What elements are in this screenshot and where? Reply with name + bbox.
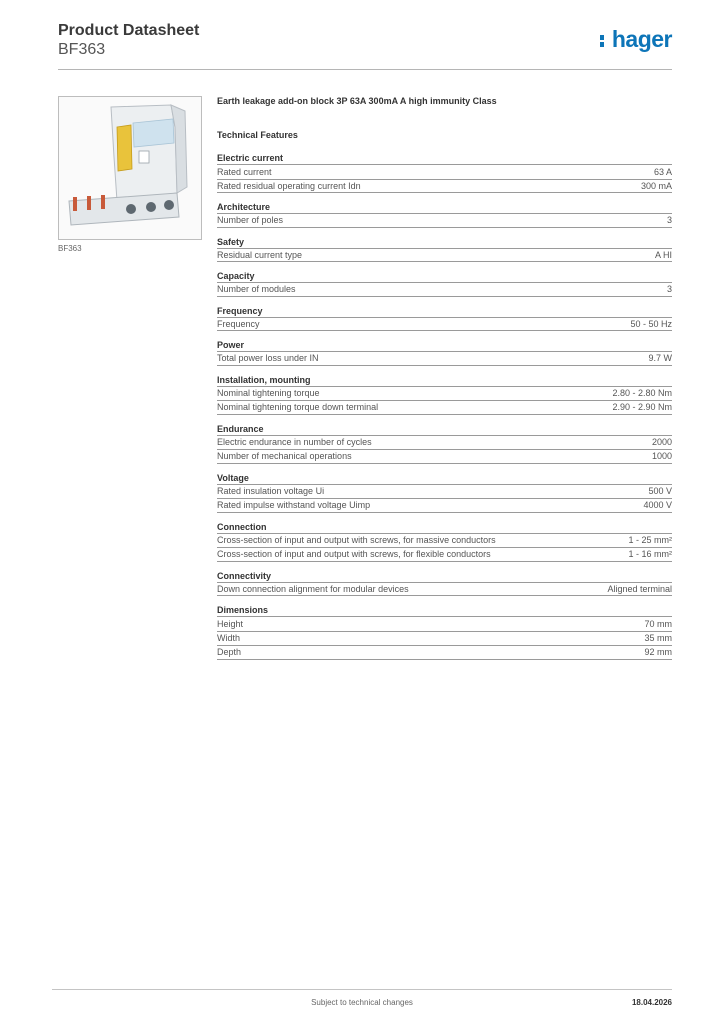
section-title: Technical Features (217, 130, 298, 140)
product-description: Earth leakage add-on block 3P 63A 300mA A high immunity Class (217, 96, 497, 106)
feature-value: A HI (654, 249, 672, 260)
feature-label: Frequency (217, 318, 260, 329)
group-rows (217, 351, 672, 366)
feature-group (217, 424, 672, 464)
feature-row (217, 400, 672, 415)
feature-row (217, 179, 672, 194)
footer-date: 18.04.2026 (631, 998, 672, 1007)
group-rows (217, 533, 672, 562)
feature-row (217, 213, 672, 228)
feature-group (217, 522, 672, 562)
feature-value: 3 (666, 284, 672, 295)
group-title: Power (217, 340, 245, 350)
group-title: Endurance (217, 423, 264, 434)
feature-row (217, 317, 672, 332)
group-rows (217, 582, 672, 597)
feature-group (217, 571, 672, 597)
feature-row (217, 248, 672, 263)
feature-label: Rated residual operating current Idn (217, 180, 361, 191)
feature-value: 92 mm (644, 647, 672, 658)
feature-group (217, 271, 672, 297)
feature-value: 50 - 50 Hz (630, 318, 672, 329)
logo-colon-icon (600, 29, 609, 51)
group-title: Installation, mounting (217, 374, 311, 385)
feature-label: Nominal tightening torque down terminal (217, 402, 379, 413)
group-title: Capacity (217, 271, 255, 281)
feature-label: Total power loss under IN (217, 353, 319, 364)
group-title: Voltage (217, 472, 249, 483)
feature-label: Number of mechanical operations (217, 451, 352, 462)
group-title: Frequency (217, 305, 263, 316)
footer-note: Subject to technical changes (311, 998, 413, 1007)
feature-label: Electric endurance in number of cycles (217, 437, 372, 448)
feature-value: 4000 V (643, 500, 672, 511)
feature-value: 1000 (651, 451, 672, 462)
feature-label: Height (217, 618, 244, 629)
feature-value: 300 mA (640, 180, 672, 191)
feature-row (217, 484, 672, 499)
feature-group (217, 473, 672, 513)
feature-row (217, 616, 672, 631)
group-title: Electric current (217, 153, 284, 163)
feature-value: 3 (666, 215, 672, 226)
group-title: Architecture (217, 202, 271, 212)
feature-value: 35 mm (644, 633, 672, 644)
feature-group (217, 375, 672, 415)
feature-label: Rated impulse withstand voltage Uimp (217, 500, 371, 511)
image-caption: BF363 (58, 244, 82, 253)
header-divider (58, 69, 672, 70)
feature-value: 9.7 W (648, 353, 672, 364)
feature-label: Nominal tightening torque (217, 388, 320, 399)
group-rows (217, 282, 672, 297)
feature-label: Rated current (217, 166, 272, 177)
feature-group (217, 306, 672, 332)
feature-row (217, 351, 672, 366)
feature-label: Width (217, 633, 241, 644)
feature-group (217, 237, 672, 263)
feature-group (217, 153, 672, 193)
product-reference: BF363 (58, 41, 106, 58)
feature-value: 1 - 16 mm² (628, 549, 672, 560)
product-photo-icon (59, 97, 201, 239)
feature-groups (217, 153, 672, 660)
group-rows (217, 164, 672, 193)
feature-label: Number of poles (217, 215, 284, 226)
product-image (58, 96, 202, 240)
feature-row (217, 547, 672, 562)
feature-value: 63 A (653, 166, 672, 177)
group-rows (217, 386, 672, 415)
feature-row (217, 435, 672, 450)
feature-row (217, 449, 672, 464)
group-rows (217, 484, 672, 513)
feature-row (217, 631, 672, 646)
brand-logo (600, 28, 672, 51)
feature-group (217, 340, 672, 366)
datasheet-content (217, 95, 672, 669)
feature-row (217, 498, 672, 513)
group-title: Dimensions (217, 605, 269, 615)
feature-row (217, 386, 672, 401)
feature-row (217, 645, 672, 660)
feature-group (217, 202, 672, 228)
feature-value: Aligned terminal (607, 583, 672, 594)
feature-label: Rated insulation voltage Ui (217, 486, 325, 497)
brand-name: hager (611, 26, 672, 52)
document-title: Product Datasheet (58, 22, 200, 39)
feature-value: 2.90 - 2.90 Nm (612, 402, 672, 413)
feature-row (217, 282, 672, 297)
group-title: Connectivity (217, 570, 272, 581)
group-title: Connection (217, 521, 267, 532)
group-rows (217, 213, 672, 228)
feature-label: Down connection alignment for modular devices (217, 583, 409, 594)
feature-group (217, 605, 672, 660)
feature-row (217, 533, 672, 548)
feature-label: Number of modules (217, 284, 296, 295)
feature-label: Depth (217, 647, 242, 658)
group-title: Safety (217, 236, 245, 247)
group-rows (217, 435, 672, 464)
feature-label: Cross-section of input and output with screws, for massive conductors (217, 535, 496, 546)
feature-value: 1 - 25 mm² (628, 535, 672, 546)
feature-row (217, 582, 672, 597)
feature-value: 500 V (648, 486, 672, 497)
footer-divider (52, 989, 672, 990)
group-rows (217, 616, 672, 660)
feature-row (217, 164, 672, 179)
feature-label: Cross-section of input and output with screws, for flexible conductors (217, 549, 491, 560)
feature-value: 70 mm (644, 618, 672, 629)
feature-value: 2000 (651, 437, 672, 448)
feature-label: Residual current type (217, 249, 303, 260)
group-rows (217, 248, 672, 263)
group-rows (217, 317, 672, 332)
page-header (58, 22, 672, 70)
feature-value: 2.80 - 2.80 Nm (612, 388, 672, 399)
